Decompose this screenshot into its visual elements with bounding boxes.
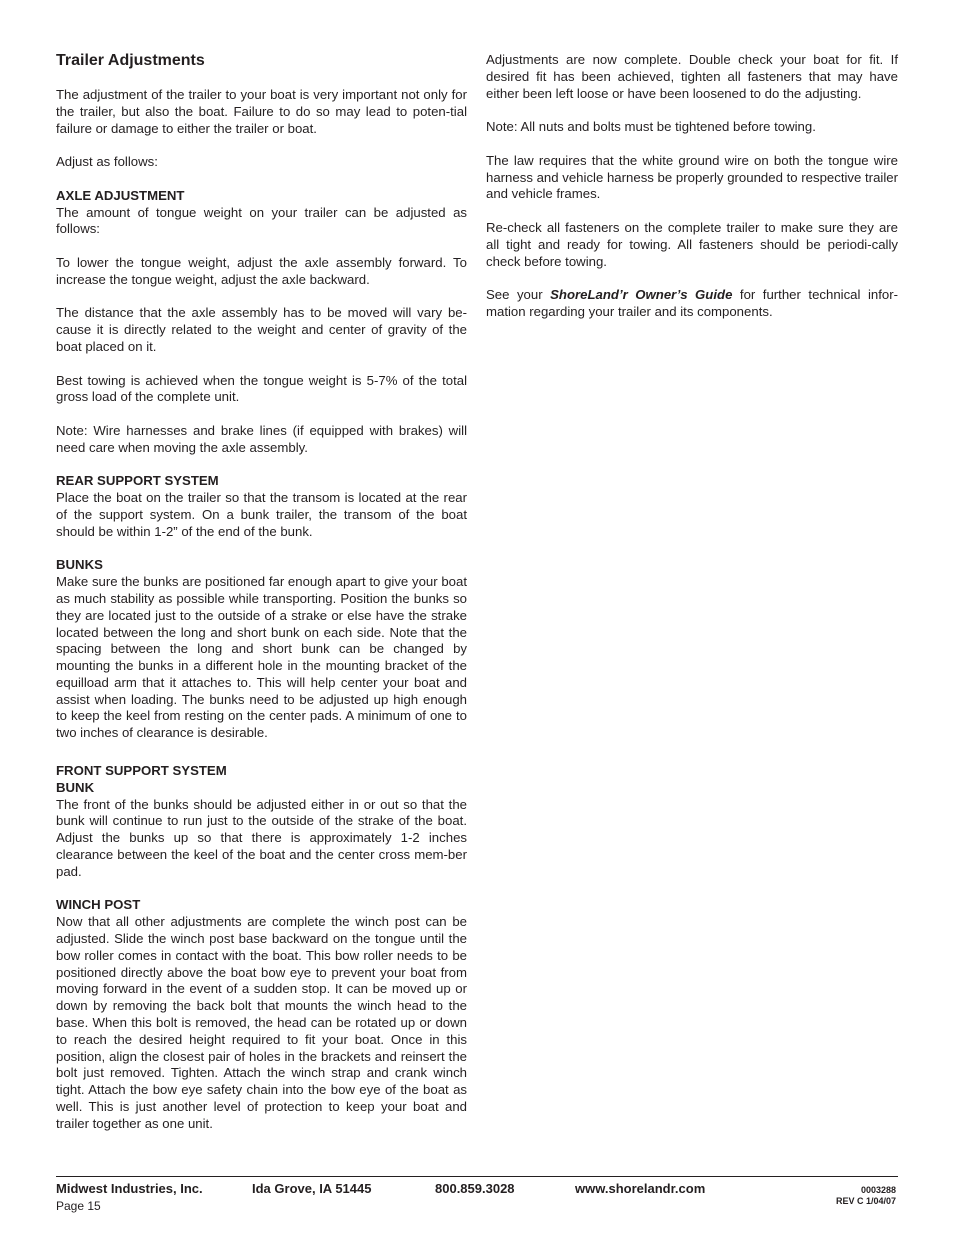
rear-heading: REAR SUPPORT SYSTEM (56, 473, 219, 489)
rear-paragraph: Place the boat on the trailer so that the transom is located at the rear of the support system. On a bunk trailer, the transom of the boat should be within 1-2” of the end of the bunk. (56, 490, 467, 539)
right-paragraph-1: Adjustments are now complete. Double check your boat for fit. If desired fit has been achieved, tighten all fasteners that may have either been left loose or have been loosened to do the adjusting. (486, 52, 898, 101)
guide-post-text: for further technical infor-mation regarding your trailer and its components. (486, 287, 898, 319)
doc-number: 0003288 (860, 1185, 896, 1195)
bunk-heading: BUNK (56, 779, 95, 795)
footer-divider (56, 1176, 898, 1177)
right-paragraph-2: Note: All nuts and bolts must be tightened before towing. (486, 119, 816, 135)
footer-city: Ida Grove, IA 51445 (252, 1181, 372, 1196)
winch-paragraph: Now that all other adjustments are complete the winch post can be adjusted. Slide the winch post base backward on the tongue until the bow roller comes in contact with the boat. This bow roller needs to be positioned directly above the boat bow eye to prevent your boat from moving forward in the event of a sudden stop. It can be moved up or down by removing the back bolt that mounts the winch head to the base. When this bolt is removed, the head can be rotated up or down to reach the desired height required to fit your boat. Once in this position, align the closest pair of holes in the brackets and reinsert the bolt just removed. Tighten. Attach the winch strap and crank winch tight. Attach the bow eye safety chain into the bow eye of the boat as well. This is just another level of protection to keep your boat and trailer together as one unit. (56, 914, 467, 1131)
front-section (56, 763, 467, 881)
axle-paragraph-5: Note: Wire harnesses and brake lines (if equipped with brakes) will need care when moving the axle assembly. (56, 422, 467, 455)
page-title: Trailer Adjustments (56, 52, 205, 69)
rear-section (56, 473, 467, 540)
front-heading: FRONT SUPPORT SYSTEM (56, 763, 227, 779)
page-number: Page 15 (56, 1199, 101, 1213)
bunks-section (56, 557, 467, 742)
adjust-paragraph: Adjust as follows: (56, 154, 158, 170)
right-column (486, 52, 898, 338)
intro-paragraph: The adjustment of the trailer to your boat is very important not only for the trailer, but also the boat. Failure to do so may lead to poten-tial failure or damage to either the trailer or boat. (56, 87, 467, 136)
document-number (836, 1185, 896, 1207)
bunks-paragraph: Make sure the bunks are positioned far enough apart to give your boat as much stability as possible while transporting. Position the bunks so they are located just to the outside of a strake or else have the strake located between the long and short bunk on each side. Note that the spacing between the long and short bunk can be changed by mounting the bunks in a different hole in the mounting bracket of the equilload arm that it attaches to. This will help center your boat and assist when loading. The bunks need to be adjusted up high enough to keep the keel from resting on the center pads. A minimum of one to two inches of clearance is desirable. (56, 574, 467, 741)
guide-pre-text: See your (486, 287, 551, 303)
axle-paragraph-2: To lower the tongue weight, adjust the axle assembly forward. To increase the tongue weight, adjust the axle backward. (56, 254, 467, 287)
owners-guide-title: ShoreLand’r Owner’s Guide (550, 287, 733, 303)
left-column (56, 51, 467, 1149)
axle-paragraph-4: Best towing is achieved when the tongue weight is 5-7% of the total gross load of the complete unit. (56, 372, 467, 405)
axle-paragraph-3: The distance that the axle assembly has to be moved will vary be-cause it is directly related to the weight and center of gravity of the boat placed on it. (56, 305, 467, 354)
right-paragraph-3: The law requires that the white ground wire on both the tongue wire harness and vehicle harness be properly grounded to respective trailer and vehicle frames. (486, 152, 898, 202)
bunks-heading: BUNKS (56, 557, 103, 573)
right-paragraph-4: Re-check all fasteners on the complete trailer to make sure they are all tight and ready for towing. All fasteners should be periodi-cally check before towing. (486, 219, 898, 269)
revision-label: REV C 1/04/07 (835, 1196, 896, 1206)
footer-phone: 800.859.3028 (435, 1181, 515, 1196)
winch-section (56, 897, 467, 1132)
axle-section (56, 188, 467, 238)
winch-heading: WINCH POST (56, 897, 141, 913)
footer-company: Midwest Industries, Inc. (56, 1181, 203, 1196)
axle-paragraph-1: The amount of tongue weight on your trailer can be adjusted as follows: (56, 204, 467, 237)
right-paragraph-5 (486, 287, 898, 321)
bunk-paragraph: The front of the bunks should be adjusted either in or out so that the bunk will continue to run just to the outside of the strake of the boat. Adjust the bunks up so that there is approximately 1-2 inches clearance between the keel of the boat and the center cross mem-ber pad. (56, 796, 467, 879)
footer-website: www.shorelandr.com (575, 1181, 706, 1196)
axle-heading: AXLE ADJUSTMENT (56, 187, 185, 203)
